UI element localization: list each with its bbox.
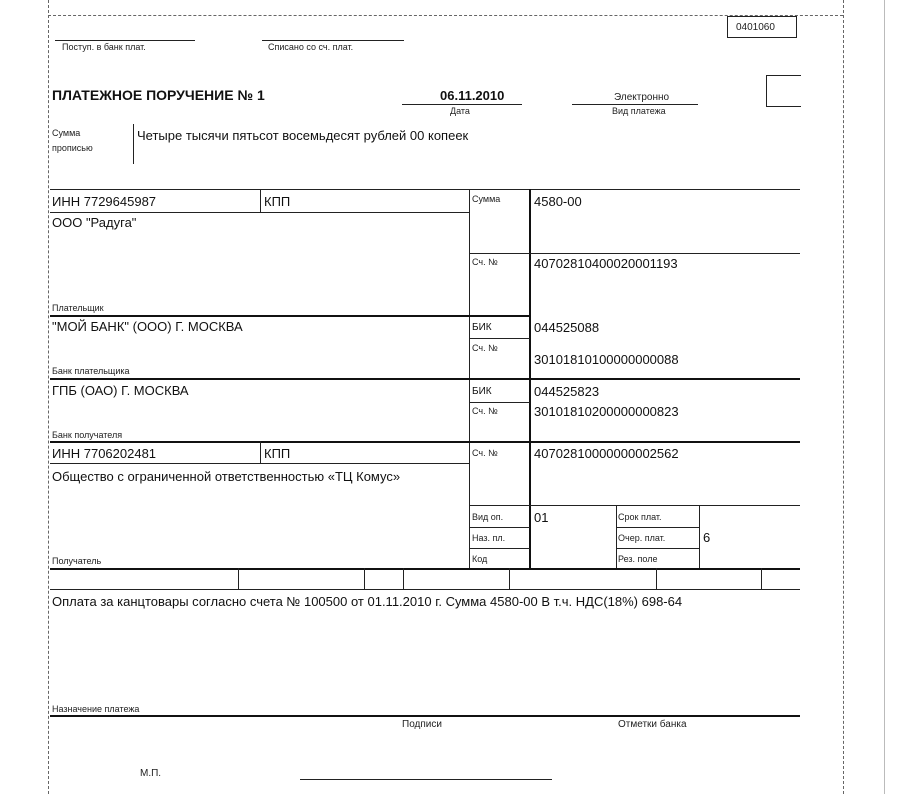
debited-label: Списано со сч. плат. bbox=[268, 42, 354, 52]
ops-line-2 bbox=[470, 548, 530, 549]
order-label: Очер. плат. bbox=[618, 533, 666, 543]
tax-cell-1 bbox=[238, 568, 239, 589]
right-margin-guide bbox=[843, 0, 844, 794]
payer-label: Плательщик bbox=[52, 303, 104, 313]
ops-top-line bbox=[470, 505, 800, 506]
payer-top-line bbox=[50, 189, 800, 190]
tax-row-bottom bbox=[50, 589, 800, 590]
received-label: Поступ. в банк плат. bbox=[62, 42, 146, 52]
recipient-bank-name: ГПБ (ОАО) Г. МОСКВА bbox=[52, 383, 189, 398]
amount-words-value: Четыре тысячи пятьсот восемьдесят рублей 00 копеек bbox=[137, 128, 469, 143]
recipient-kpp-label: КПП bbox=[264, 446, 291, 461]
tax-cell-5 bbox=[656, 568, 657, 589]
recipient-bank-bottom-line bbox=[50, 441, 800, 443]
reserve-label: Рез. поле bbox=[618, 554, 658, 564]
tax-cell-4 bbox=[509, 568, 510, 589]
op-type-value: 01 bbox=[534, 510, 549, 525]
amount-words-label-2: прописью bbox=[52, 143, 93, 153]
payment-type-line bbox=[572, 104, 698, 105]
recipient-bank-bik-line bbox=[470, 402, 530, 403]
tax-cell-3 bbox=[403, 568, 404, 589]
recipient-inn: ИНН 7706202481 bbox=[52, 446, 157, 461]
ops-divider-2 bbox=[699, 505, 700, 569]
payer-bank-bik: 044525088 bbox=[534, 320, 600, 335]
payer-name: ООО "Радуга" bbox=[52, 215, 137, 230]
left-margin-guide bbox=[48, 0, 49, 794]
recipient-label: Получатель bbox=[52, 556, 102, 566]
payer-kpp-divider bbox=[260, 189, 261, 212]
purpose-code-label: Наз. пл. bbox=[472, 533, 506, 543]
ops-line-1 bbox=[470, 527, 530, 528]
recipient-account: 40702810000000002562 bbox=[534, 446, 679, 461]
received-line bbox=[55, 40, 195, 41]
op-type-label: Вид оп. bbox=[472, 512, 504, 522]
form-code-box bbox=[727, 16, 797, 38]
recipient-kpp-divider bbox=[260, 441, 261, 463]
page-title: ПЛАТЕЖНОЕ ПОРУЧЕНИЕ № 1 bbox=[52, 87, 265, 103]
code-box bbox=[766, 75, 801, 107]
recipient-name: Общество с ограниченной ответственностью «ТЦ Комус» bbox=[52, 469, 401, 484]
term-label: Срок плат. bbox=[618, 512, 662, 522]
amount-words-divider bbox=[133, 124, 134, 164]
tax-cell-6 bbox=[761, 568, 762, 589]
purpose-label: Назначение платежа bbox=[52, 704, 140, 714]
recipient-bank-account-label: Сч. № bbox=[472, 406, 498, 416]
recipient-bank-bik-label: БИК bbox=[472, 386, 492, 397]
purpose-text: Оплата за канцтовары согласно счета № 100500 от 01.11.2010 г. Сумма 4580-00 В т.ч. НДС(18%) 698-64 bbox=[52, 594, 683, 609]
payer-bank-bik-line bbox=[470, 338, 530, 339]
payer-bank-label: Банк плательщика bbox=[52, 366, 130, 376]
payer-kpp-label: КПП bbox=[264, 194, 291, 209]
payment-type-label: Вид платежа bbox=[612, 106, 666, 116]
order-value: 6 bbox=[703, 530, 711, 545]
payer-bank-account: 30101810100000000088 bbox=[534, 352, 679, 367]
payer-bank-name: "МОЙ БАНК" (ООО) Г. МОСКВА bbox=[52, 319, 243, 334]
payer-sum-label: Сумма bbox=[472, 194, 501, 204]
recipient-bank-label: Банк получателя bbox=[52, 430, 123, 440]
payer-bottom-line bbox=[50, 315, 530, 317]
payer-bank-account-label: Сч. № bbox=[472, 343, 498, 353]
signatures-label: Подписи bbox=[402, 719, 442, 730]
recipient-bank-account: 30101810200000000823 bbox=[534, 404, 679, 419]
bank-marks-label: Отметки банка bbox=[618, 719, 687, 730]
payer-account-label: Сч. № bbox=[472, 257, 498, 267]
payer-bank-bik-label: БИК bbox=[472, 322, 492, 333]
payer-inn: ИНН 7729645987 bbox=[52, 194, 157, 209]
stamp-label: М.П. bbox=[140, 768, 162, 779]
code-label: Код bbox=[472, 554, 488, 564]
payer-account: 40702810400020001193 bbox=[534, 256, 678, 271]
debited-line bbox=[262, 40, 404, 41]
ops-right-line-2 bbox=[616, 548, 700, 549]
form-code: 0401060 bbox=[736, 22, 775, 33]
signature-line bbox=[300, 779, 552, 780]
top-margin-guide bbox=[48, 15, 843, 16]
payer-inn-line bbox=[50, 212, 470, 213]
recipient-inn-line bbox=[50, 463, 470, 464]
recipient-bank-bik: 044525823 bbox=[534, 384, 600, 399]
payer-sum-value: 4580-00 bbox=[534, 194, 582, 209]
payer-bank-bottom-line bbox=[50, 378, 800, 380]
date-value: 06.11.2010 bbox=[440, 88, 505, 103]
payment-type-value: Электронно bbox=[614, 92, 670, 103]
page-edge bbox=[884, 0, 885, 794]
date-label: Дата bbox=[450, 106, 470, 116]
ops-divider-1 bbox=[616, 505, 617, 569]
tax-cell-2 bbox=[364, 568, 365, 589]
date-line bbox=[402, 104, 522, 105]
recipient-account-label: Сч. № bbox=[472, 448, 498, 458]
tax-row-top bbox=[50, 568, 800, 570]
amount-words-label-1: Сумма bbox=[52, 128, 81, 138]
ops-right-line-1 bbox=[616, 527, 700, 528]
payer-sum-line bbox=[470, 253, 800, 254]
purpose-bottom-line bbox=[50, 715, 800, 717]
